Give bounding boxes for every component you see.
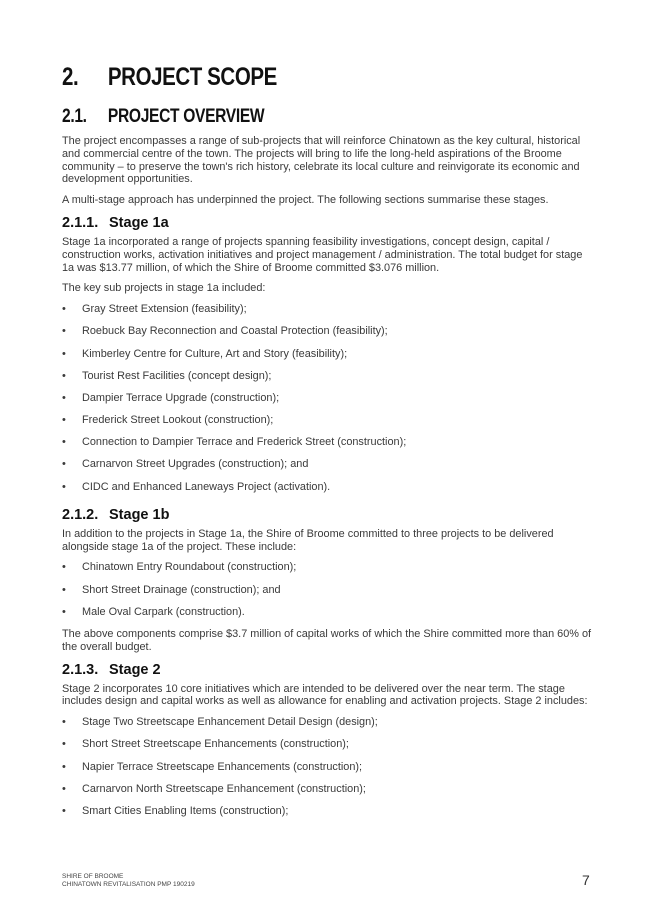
list-item: • Tourist Rest Facilities (concept design);: [62, 370, 592, 392]
stage-2-list: [62, 716, 592, 827]
list-item: • Carnarvon Street Upgrades (construction); and: [62, 458, 592, 480]
list-item: • Short Street Streetscape Enhancements (construction);: [62, 738, 592, 760]
intro-paragraph: A multi-stage approach has underpinned the project. The following sections summarise these stages.: [62, 194, 549, 207]
page-footer: [62, 873, 195, 889]
section-number: 2.: [62, 63, 79, 91]
list-item: • Gray Street Extension (feasibility);: [62, 303, 592, 325]
stage-2-paragraph: Stage 2 incorporates 10 core initiatives which are intended to be delivered over the near term. The stage includes design and capital works as well as allowance for enabling and activation projects. Stage 2 includes:: [62, 682, 588, 708]
list-item: • Short Street Drainage (construction); and: [62, 584, 592, 606]
list-item: • Connection to Dampier Terrace and Frederick Street (construction);: [62, 436, 592, 458]
stage-2-title: Stage 2: [109, 661, 161, 678]
stage-1a-list-intro: The key sub projects in stage 1a included:: [62, 282, 266, 295]
stage-1b-list: [62, 561, 592, 628]
body-content: [62, 135, 592, 827]
stage-1a-heading: [62, 215, 592, 232]
page-number: 7: [582, 872, 590, 888]
footer-document-title: CHINATOWN REVITALISATION PMP 190219: [62, 881, 195, 888]
stage-2-number: 2.1.3.: [62, 661, 99, 678]
list-item: • Stage Two Streetscape Enhancement Detail Design (design);: [62, 716, 592, 738]
stage-1a-paragraph: Stage 1a incorporated a range of projects spanning feasibility investigations, concept design, capital / construction works, activation initiatives and project management / administration. The total budget for stage 1a was $13.77 million, of which the Shire of Broome committed $3.076 million.: [62, 235, 583, 274]
subsection-title: PROJECT OVERVIEW: [107, 106, 265, 127]
stage-1a-title: Stage 1a: [109, 214, 169, 231]
list-item: • Smart Cities Enabling Items (construction);: [62, 805, 592, 827]
list-item: • Chinatown Entry Roundabout (construction);: [62, 561, 592, 583]
list-item: • Carnarvon North Streetscape Enhancement (construction);: [62, 783, 592, 805]
intro-paragraph: The project encompasses a range of sub-projects that will reinforce Chinatown as the key cultural, historical and commercial centre of the town. The projects will bring to life the long-held aspirations of the Broome community – to preserve the town's rich history, celebrate its local culture and reinvigorate its economic and development opportunities.: [62, 135, 581, 186]
subsection-number: 2.1.: [62, 106, 87, 127]
list-item: • CIDC and Enhanced Laneways Project (activation).: [62, 481, 592, 503]
subsection-heading: [62, 106, 264, 128]
stage-2-heading: [62, 662, 592, 679]
section-title: PROJECT SCOPE: [107, 63, 277, 91]
stage-1b-paragraph: In addition to the projects in Stage 1a, the Shire of Broome committed to three projects to be delivered alongside stage 1a of the project. These include:: [62, 527, 554, 553]
stage-1a-list: [62, 303, 592, 503]
stage-1b-title: Stage 1b: [109, 506, 170, 523]
list-item: • Frederick Street Lookout (construction);: [62, 414, 592, 436]
stage-1b-closing: The above components comprise $3.7 million of capital works of which the Shire committed more than 60% of the overall budget.: [62, 628, 592, 653]
stage-1a-number: 2.1.1.: [62, 214, 99, 231]
footer-organisation: SHIRE OF BROOME: [62, 873, 124, 880]
stage-1b-number: 2.1.2.: [62, 506, 99, 523]
stage-1b-heading: [62, 507, 592, 524]
list-item: • Dampier Terrace Upgrade (construction);: [62, 392, 592, 414]
list-item: • Kimberley Centre for Culture, Art and Story (feasibility);: [62, 348, 592, 370]
list-item: • Male Oval Carpark (construction).: [62, 606, 592, 628]
list-item: • Roebuck Bay Reconnection and Coastal Protection (feasibility);: [62, 325, 592, 347]
list-item: • Napier Terrace Streetscape Enhancements (construction);: [62, 761, 592, 783]
section-heading: [62, 63, 277, 92]
